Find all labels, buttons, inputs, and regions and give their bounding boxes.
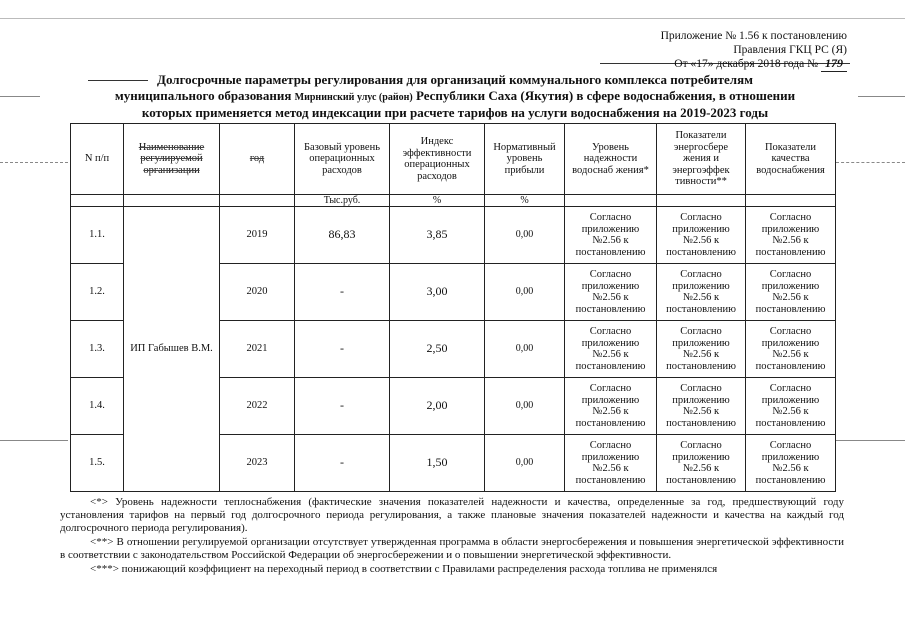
header-efficiency-index: Индекс эффективности операционных расходов <box>390 124 485 195</box>
row-num: 1.1. <box>71 207 124 264</box>
row-profit: 0,00 <box>485 207 565 264</box>
title-line-2 <box>60 88 850 106</box>
annex-header <box>661 30 847 72</box>
footnote-1: <*> Уровень надежности теплоснабжения (фактические значения показателей надежности и качества, определенные за год, предшествующий году установления тарифов на первый год долгосрочного периода регулирования, а также плановые значения показателей надежности и качества на каждый год долгосрочного периода регулирования). <box>60 496 844 534</box>
row-energy: Согласно приложению №2.56 к постановлению <box>657 435 746 492</box>
row-base: 86,83 <box>295 207 390 264</box>
organization-name: ИП Габышев В.М. <box>124 207 220 492</box>
row-num: 1.3. <box>71 321 124 378</box>
decree-number-handwritten: 179 <box>821 57 847 72</box>
document-title <box>60 72 850 121</box>
row-base: - <box>295 321 390 378</box>
parameters-table <box>70 123 836 492</box>
table-row <box>71 207 836 264</box>
row-index: 2,00 <box>390 378 485 435</box>
row-profit: 0,00 <box>485 264 565 321</box>
row-num: 1.4. <box>71 378 124 435</box>
row-year: 2023 <box>220 435 295 492</box>
row-energy: Согласно приложению №2.56 к постановлению <box>657 378 746 435</box>
row-quality: Согласно приложению №2.56 к постановлению <box>746 435 836 492</box>
header-profit: Нормативный уровень прибыли <box>485 124 565 195</box>
unit-base: Тыс.руб. <box>295 195 390 207</box>
row-year: 2019 <box>220 207 295 264</box>
footnote-2: <**> В отношении регулируемой организации отсутствует утвержденная программа в области энергосбережения и повышения энергетической эффективности в соответствии с законодательством Российской Федерации об энергосбережении и о повышении энергетической эффективности. <box>60 536 844 561</box>
row-profit: 0,00 <box>485 321 565 378</box>
annex-line-1: Приложение № 1.56 к постановлению <box>660 30 847 42</box>
row-energy: Согласно приложению №2.56 к постановлению <box>657 321 746 378</box>
row-reliability: Согласно приложению №2.56 к постановлению <box>565 435 657 492</box>
row-index: 1,50 <box>390 435 485 492</box>
title-line-2a: муниципального образования <box>114 87 292 103</box>
row-index: 3,00 <box>390 264 485 321</box>
header-org: Наименование регулируемой организации <box>124 124 220 195</box>
row-energy: Согласно приложению №2.56 к постановлению <box>657 264 746 321</box>
unit-profit: % <box>485 195 565 207</box>
header-base-expenses: Базовый уровень операционных расходов <box>295 124 390 195</box>
title-line-2c: Республики Саха (Якутия) в сфере водоснабжения, в отношении <box>415 87 796 103</box>
row-profit: 0,00 <box>485 378 565 435</box>
row-reliability: Согласно приложению №2.56 к постановлению <box>565 378 657 435</box>
title-line-3: которых применяется метод индексации при расчете тарифов на услуги водоснабжения на 2019-2023 годы <box>141 105 769 120</box>
row-quality: Согласно приложению №2.56 к постановлению <box>746 264 836 321</box>
header-quality: Показатели качества водоснабжения <box>746 124 836 195</box>
row-energy: Согласно приложению №2.56 к постановлению <box>657 207 746 264</box>
row-year: 2022 <box>220 378 295 435</box>
row-quality: Согласно приложению №2.56 к постановлению <box>746 378 836 435</box>
row-index: 3,85 <box>390 207 485 264</box>
row-base: - <box>295 378 390 435</box>
row-num: 1.2. <box>71 264 124 321</box>
header-reliability: Уровень надежности водоснаб жения* <box>565 124 657 195</box>
row-quality: Согласно приложению №2.56 к постановлению <box>746 321 836 378</box>
table-units-row <box>71 195 836 207</box>
row-reliability: Согласно приложению №2.56 к постановлению <box>565 321 657 378</box>
annex-line-3 <box>661 57 847 72</box>
row-base: - <box>295 264 390 321</box>
row-year: 2021 <box>220 321 295 378</box>
footnotes <box>60 496 844 577</box>
header-num: N п/п <box>71 124 124 195</box>
row-year: 2020 <box>220 264 295 321</box>
row-profit: 0,00 <box>485 435 565 492</box>
footnote-3: <***> понижающий коэффициент на переходный период в соответствии с Правилами распределения расхода топлива не применялся <box>90 563 718 575</box>
title-line-1: Долгосрочные параметры регулирования для организаций коммунального комплекса потребителям <box>157 72 753 87</box>
title-municipality: Мирнинский улус (район) <box>294 91 413 103</box>
row-num: 1.5. <box>71 435 124 492</box>
annex-line-2: Правления ГКЦ РС (Я) <box>733 43 847 56</box>
row-quality: Согласно приложению №2.56 к постановлению <box>746 207 836 264</box>
annex-date: От «17» декабря 2018 года № <box>674 58 819 70</box>
row-index: 2,50 <box>390 321 485 378</box>
row-reliability: Согласно приложению №2.56 к постановлению <box>565 207 657 264</box>
row-base: - <box>295 435 390 492</box>
unit-index: % <box>390 195 485 207</box>
row-reliability: Согласно приложению №2.56 к постановлению <box>565 264 657 321</box>
header-energy: Показатели энергосбере жения и энергоэффек тивности** <box>657 124 746 195</box>
header-year: год <box>220 124 295 195</box>
table-header-row <box>71 124 836 195</box>
